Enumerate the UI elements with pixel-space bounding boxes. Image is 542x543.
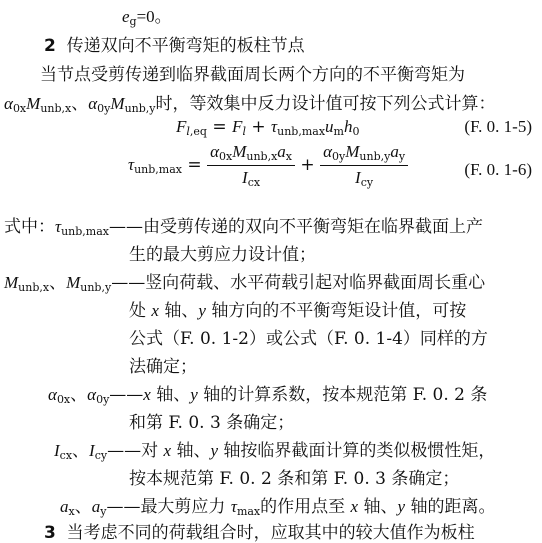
para1-line2: $\alpha_{0x}M_{unb,x}$、$\alpha_{0y}M_{unb,y}$时，等效集中反力设计值可按下列公式计算：: [4, 94, 496, 115]
def-m-line2: 处 x 轴、y 轴方向的不平衡弯矩设计值，可按: [129, 301, 467, 321]
fraction-y: $\frac{\alpha_{0y}M_{unb,y}a_y}{I_{cy}}$: [320, 142, 408, 189]
equation-number-f015: (F. 0. 1-5): [464, 117, 532, 136]
fraction-x: $\frac{\alpha_{0x}M_{unb,x}a_x}{I_{cx}}$: [207, 142, 295, 189]
def-m-line3: 公式（F. 0. 1-2）或公式（F. 0. 1-4）同样的方: [129, 329, 488, 349]
def-tau-line2: 生的最大剪应力设计值；: [129, 245, 316, 265]
def-a-line1: $a_x$、$a_y——$最大剪应力 $\tau_{max}$的作用点至 x 轴、y 轴的距离。: [60, 497, 496, 518]
equation-f015: $Fl_{,eq} = Fl + \tau_{unb,max}u_mh_0$: [176, 117, 360, 138]
section-3-line: 3 当考虑不同的荷载组合时，应取其中的较大值作为板柱: [44, 523, 475, 543]
equation-f016: $\tau_{unb,max}$ = $\frac{\alpha_{0x}M_{unb,x}a_x}{I_{cx}}$ + $\frac{\alpha_{0y}M_{unb,y}a_y}{I_{cy}}$: [128, 142, 408, 189]
section-2-heading: 2 传递双向不平衡弯矩的板柱节点: [44, 36, 305, 56]
def-i-line2: 按本规范第 F. 0. 2 条和第 F. 0. 3 条确定；: [129, 469, 460, 489]
where-tau-term: 式中：$\tau_{unb,max}——$由受剪传递的双向不平衡弯矩在临界截面上产: [4, 217, 483, 238]
def-alpha-line2: 和第 F. 0. 3 条确定；: [129, 413, 295, 433]
equation-number-f016: (F. 0. 1-6): [464, 160, 532, 179]
para1-line1: 当节点受剪传递到临界截面周长两个方向的不平衡弯矩为: [40, 65, 465, 85]
top-formula: $e_g=0$。: [122, 7, 172, 28]
def-i-line1: $I_{cx}$、$I_{cy}——$对 x 轴、y 轴按临界截面计算的类似极惯性矩，: [54, 441, 496, 462]
def-alpha-line1: $\alpha_{0x}$、$\alpha_{0y}——x$ 轴、y 轴的计算系数，按本规范第 F. 0. 2 条: [48, 385, 488, 406]
def-m-line1: $M_{unb,x}$、$M_{unb,y}——$竖向荷载、水平荷载引起对临界截面周长重心: [4, 273, 486, 294]
def-m-line4: 法确定；: [129, 357, 197, 377]
